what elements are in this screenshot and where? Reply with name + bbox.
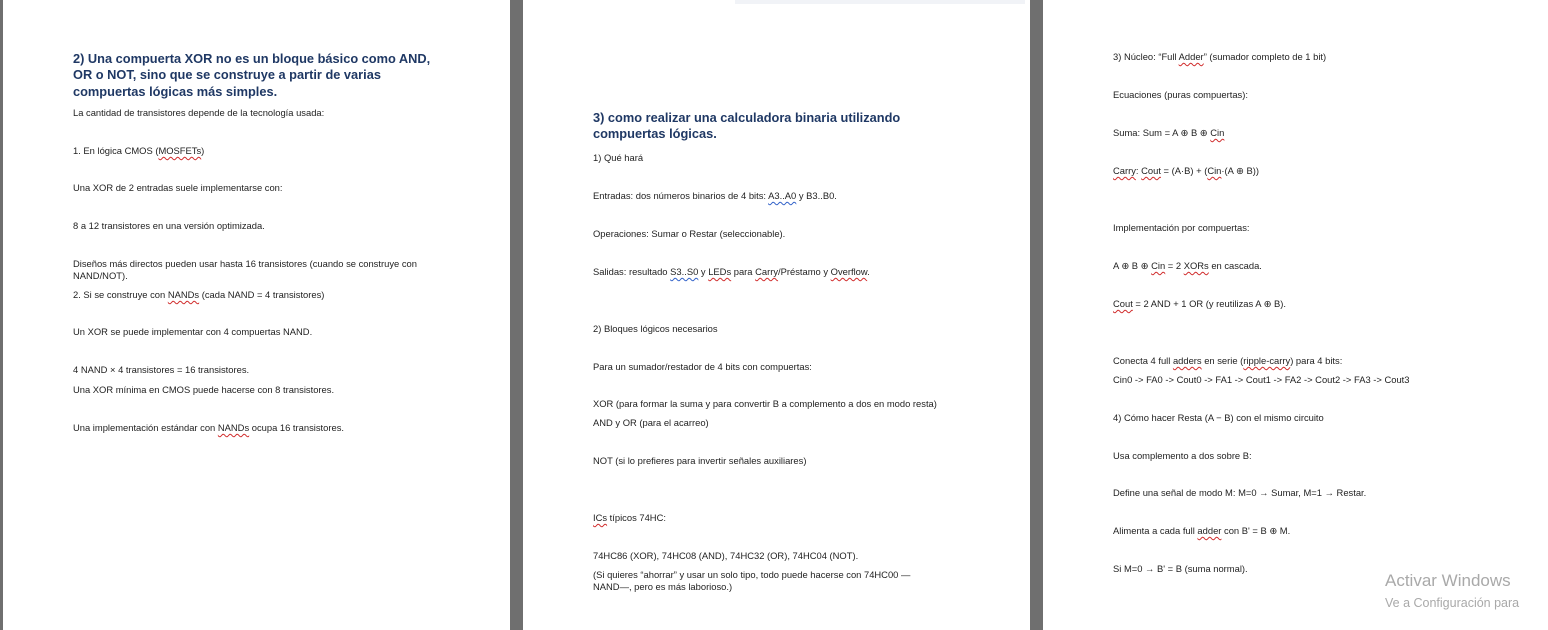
section-heading-xor: 2) Una compuerta XOR no es un bloque básico como AND, OR o NOT, sino que se construye a partir de varias compuertas lógicas más simples. <box>73 51 431 99</box>
paragraph: Suma: Sum = A ⊕ B ⊕ Cin <box>1113 127 1225 138</box>
paragraph: Ecuaciones (puras compuertas): <box>1113 89 1248 100</box>
paragraph: Define una señal de modo M: M=0 → Sumar, M=1 → Restar. <box>1113 487 1367 498</box>
paragraph: Diseños más directos pueden usar hasta 16 transistores (cuando se construye con NAND/NOT). <box>73 258 417 282</box>
paragraph: 4 NAND × 4 transistores = 16 transistores. <box>73 364 250 375</box>
paragraph: Si M=0 → B' = B (suma normal). <box>1113 563 1248 574</box>
paragraph: 1. En lógica CMOS (MOSFETs) <box>73 145 205 156</box>
paragraph: La cantidad de transistores depende de la tecnología usada: <box>73 107 325 118</box>
paragraph: Una XOR mínima en CMOS puede hacerse con 8 transistores. <box>73 384 335 395</box>
paragraph: NOT (si lo prefieres para invertir señales auxiliares) <box>593 455 807 466</box>
paragraph: XOR (para formar la suma y para convertir B a complemento a dos en modo resta) <box>593 398 937 409</box>
page-header-strip <box>735 0 1025 4</box>
paragraph: Usa complemento a dos sobre B: <box>1113 450 1252 461</box>
paragraph: 2) Bloques lógicos necesarios <box>593 323 718 334</box>
grammar-flag[interactable]: S3..S0 <box>670 266 699 277</box>
paragraph: 74HC86 (XOR), 74HC08 (AND), 74HC32 (OR), 74HC04 (NOT). <box>593 550 859 561</box>
spelling-flag[interactable]: NANDs <box>167 289 200 300</box>
paragraph: Implementación por compuertas: <box>1113 222 1250 233</box>
paragraph: Conecta 4 full adders en serie (ripple-carry) para 4 bits: <box>1113 355 1343 366</box>
activation-watermark-subtitle: Ve a Configuración para <box>1385 596 1520 610</box>
paragraph: Un XOR se puede implementar con 4 compuertas NAND. <box>73 326 313 337</box>
document-page-1 <box>3 0 510 630</box>
spelling-flag[interactable]: adder <box>1197 525 1222 536</box>
paragraph: 2. Si se construye con NANDs (cada NAND = 4 transistores) <box>73 289 325 300</box>
spelling-flag[interactable]: Carry <box>755 266 779 277</box>
paragraph: Alimenta a cada full adder con B' = B ⊕ M. <box>1113 525 1291 536</box>
spelling-flag[interactable]: NANDs <box>217 422 250 433</box>
spelling-flag[interactable]: XORs <box>1183 260 1209 271</box>
paragraph: 8 a 12 transistores en una versión optimizada. <box>73 220 265 231</box>
spelling-flag[interactable]: Cin <box>1207 165 1222 176</box>
page-gap-1 <box>510 0 523 630</box>
paragraph: AND y OR (para el acarreo) <box>593 417 709 428</box>
paragraph: ICs típicos 74HC: <box>593 512 666 523</box>
paragraph: 4) Cómo hacer Resta (A − B) con el mismo circuito <box>1113 412 1324 423</box>
paragraph: Una implementación estándar con NANDs ocupa 16 transistores. <box>73 422 344 433</box>
paragraph: Salidas: resultado S3..S0 y LEDs para Carry/Préstamo y Overflow. <box>593 266 870 277</box>
spelling-flag[interactable]: Cin <box>1210 127 1225 138</box>
spelling-flag[interactable]: adders <box>1172 355 1202 366</box>
paragraph: Cout = 2 AND + 1 OR (y reutilizas A ⊕ B). <box>1113 298 1287 309</box>
paragraph: Carry: Cout = (A·B) + (Cin·(A ⊕ B)) <box>1113 165 1259 176</box>
paragraph: 1) Qué hará <box>593 152 644 163</box>
spelling-flag[interactable]: Adder <box>1178 51 1204 62</box>
spelling-flag[interactable]: Cout <box>1113 298 1133 309</box>
grammar-flag[interactable]: A3..A0 <box>768 190 797 201</box>
paragraph: Para un sumador/restador de 4 bits con compuertas: <box>593 361 812 372</box>
spelling-flag[interactable]: ICs <box>593 512 608 523</box>
paragraph: Entradas: dos números binarios de 4 bits: A3..A0 y B3..B0. <box>593 190 837 201</box>
paragraph: Operaciones: Sumar o Restar (seleccionable). <box>593 228 786 239</box>
paragraph: (Si quieres “ahorrar” y usar un solo tipo, todo puede hacerse con 74HC00 — NAND—, pero es más laborioso.) <box>593 569 911 593</box>
spelling-flag[interactable]: Overflow <box>830 266 868 277</box>
document-page-2 <box>523 0 1030 630</box>
spelling-flag[interactable]: ripple-carry <box>1243 355 1291 366</box>
section-heading-calculator: 3) como realizar una calculadora binaria utilizando compuertas lógicas. <box>593 110 901 142</box>
paragraph: Cin0 -> FA0 -> Cout0 -> FA1 -> Cout1 -> FA2 -> Cout2 -> FA3 -> Cout3 <box>1113 374 1410 385</box>
spelling-flag[interactable]: Cin <box>1151 260 1166 271</box>
page-gap-2 <box>1030 0 1043 630</box>
paragraph: 3) Núcleo: “Full Adder” (sumador completo de 1 bit) <box>1113 51 1327 62</box>
paragraph: Una XOR de 2 entradas suele implementarse con: <box>73 182 283 193</box>
activation-watermark-title: Activar Windows <box>1385 571 1511 590</box>
paragraph: A ⊕ B ⊕ Cin = 2 XORs en cascada. <box>1113 260 1262 271</box>
document-page-3 <box>1043 0 1548 630</box>
spelling-flag[interactable]: LEDs <box>708 266 732 277</box>
spelling-flag[interactable]: Cout <box>1141 165 1161 176</box>
spelling-flag[interactable]: Carry <box>1113 165 1136 176</box>
spelling-flag[interactable]: MOSFETs <box>158 145 202 156</box>
